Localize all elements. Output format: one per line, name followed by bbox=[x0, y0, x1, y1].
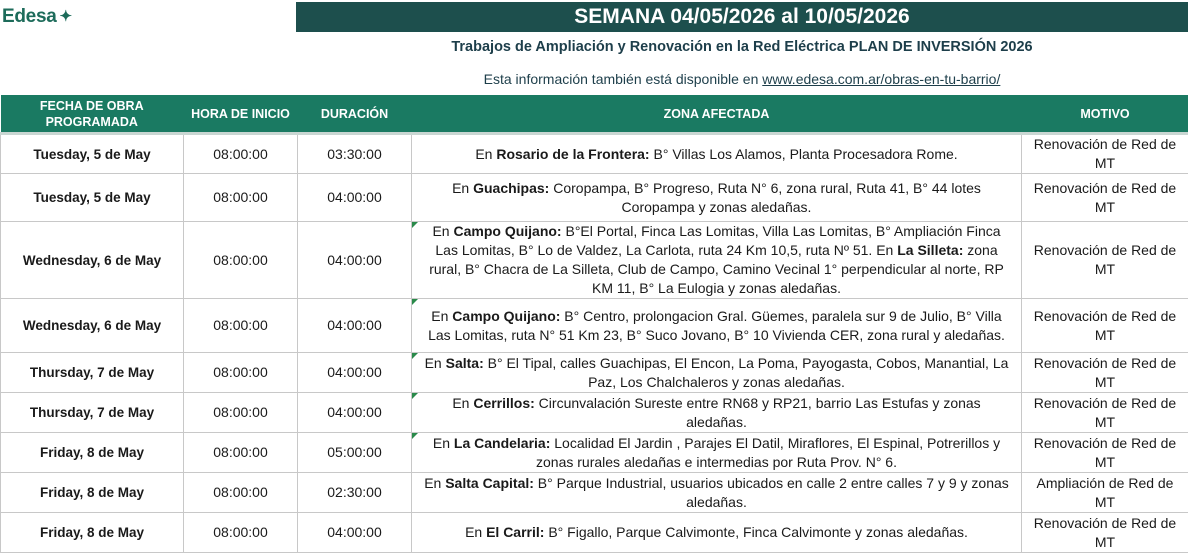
table-row bbox=[1, 299, 1188, 353]
table-row bbox=[1, 174, 1188, 222]
zona-segment: En bbox=[465, 524, 486, 540]
table-row bbox=[1, 433, 1188, 473]
cell-fecha: Wednesday, 6 de May bbox=[1, 222, 184, 299]
zona-text bbox=[422, 354, 1011, 392]
zona-place-name: Rosario de la Frontera: bbox=[496, 146, 649, 162]
cell-motivo: Renovación de Red de MT bbox=[1022, 433, 1188, 473]
cell-motivo: Renovación de Red de MT bbox=[1022, 174, 1188, 222]
cell-duracion: 03:30:00 bbox=[298, 134, 412, 174]
zona-segment: En bbox=[452, 395, 473, 411]
col-header-fecha: FECHA DE OBRA PROGRAMADA bbox=[1, 95, 184, 134]
zona-segment: B° Centro, prolongacion Gral. Güemes, paralela sur 9 de Julio, B° Villa Las Lomitas, ruta N° 51 Km 23, B° Suco Jovano, B° 10 Vivienda CER, zona rural y aledañas. bbox=[428, 308, 1005, 343]
cell-zona bbox=[412, 473, 1022, 513]
cell-fecha: Friday, 8 de May bbox=[1, 513, 184, 553]
cell-duracion: 02:30:00 bbox=[298, 473, 412, 513]
table-row bbox=[1, 473, 1188, 513]
zona-place-name: Cerrillos: bbox=[473, 395, 534, 411]
cell-duracion: 04:00:00 bbox=[298, 353, 412, 393]
cell-motivo: Renovación de Red de MT bbox=[1022, 353, 1188, 393]
cell-zona bbox=[412, 174, 1022, 222]
zona-segment: En bbox=[431, 308, 452, 324]
zona-segment: En bbox=[425, 355, 446, 371]
zona-segment: En bbox=[433, 435, 454, 451]
zona-text bbox=[422, 307, 1011, 345]
zona-segment: B° Parque Industrial, usuarios ubicados en calle 2 entre calles 7 y 9 y zonas aledañas. bbox=[534, 475, 1009, 510]
cell-hora: 08:00:00 bbox=[184, 353, 298, 393]
cell-zona bbox=[412, 353, 1022, 393]
cell-fecha: Tuesday, 5 de May bbox=[1, 174, 184, 222]
plan-subtitle: Trabajos de Ampliación y Renovación en la Red Eléctrica PLAN DE INVERSIÓN 2026 bbox=[296, 34, 1188, 60]
edesa-logo bbox=[2, 4, 294, 30]
works-table bbox=[0, 95, 1188, 553]
zona-segment: zona rural, B° Chacra de La Silleta, Club de Campo, Camino Vecinal 1° perpendicular al norte, RP KM 11, B° La Eulogia y zonas aledañas. bbox=[429, 242, 1004, 296]
cell-duracion: 04:00:00 bbox=[298, 222, 412, 299]
zona-place-name: La Silleta: bbox=[897, 242, 963, 258]
zona-place-name: Salta: bbox=[446, 355, 484, 371]
zona-text bbox=[422, 222, 1011, 298]
cell-zona bbox=[412, 222, 1022, 299]
zona-text bbox=[422, 523, 1011, 542]
zona-segment: En bbox=[452, 180, 473, 196]
cell-fecha: Wednesday, 6 de May bbox=[1, 299, 184, 353]
zona-place-name: La Candelaria: bbox=[454, 435, 550, 451]
zona-segment: B° Villas Los Alamos, Planta Procesadora Rome. bbox=[650, 146, 958, 162]
cell-hora: 08:00:00 bbox=[184, 222, 298, 299]
cell-hora: 08:00:00 bbox=[184, 433, 298, 473]
table-row bbox=[1, 353, 1188, 393]
cell-duracion: 04:00:00 bbox=[298, 299, 412, 353]
cell-fecha: Thursday, 7 de May bbox=[1, 393, 184, 433]
zona-segment: Localidad El Jardin , Parajes El Datil, Miraflores, El Espinal, Potrerillos y zonas rurales aledañas e intermedias por Ruta Prov. N° 6. bbox=[536, 435, 1000, 470]
cell-motivo: Renovación de Red de MT bbox=[1022, 513, 1188, 553]
zona-place-name: Guachipas: bbox=[473, 180, 549, 196]
cell-motivo: Renovación de Red de MT bbox=[1022, 222, 1188, 299]
table-body bbox=[1, 134, 1188, 553]
cell-duracion: 04:00:00 bbox=[298, 174, 412, 222]
table-row bbox=[1, 134, 1188, 174]
zona-segment: En bbox=[475, 146, 496, 162]
cell-zona bbox=[412, 393, 1022, 433]
cell-zona bbox=[412, 513, 1022, 553]
cell-hora: 08:00:00 bbox=[184, 473, 298, 513]
zona-segment: En bbox=[432, 223, 453, 239]
cell-fecha: Thursday, 7 de May bbox=[1, 353, 184, 393]
zona-place-name: Salta Capital: bbox=[445, 475, 534, 491]
logo-text: Edesa bbox=[2, 6, 56, 28]
cell-hora: 08:00:00 bbox=[184, 174, 298, 222]
cell-duracion: 04:00:00 bbox=[298, 393, 412, 433]
zona-place-name: Campo Quijano: bbox=[452, 308, 560, 324]
cell-hora: 08:00:00 bbox=[184, 134, 298, 174]
zona-segment: B°El Portal, Finca Las Lomitas, Villa Las Lomitas, B° Ampliación Finca Las Lomitas, B° Lo de Valdez, La Carlota, ruta 24 Km 10,5, ruta Nº 51. En bbox=[435, 223, 1000, 258]
cell-zona bbox=[412, 134, 1022, 174]
cell-zona bbox=[412, 299, 1022, 353]
cell-fecha: Friday, 8 de May bbox=[1, 473, 184, 513]
col-header-hora: HORA DE INICIO bbox=[184, 95, 298, 134]
info-line bbox=[296, 66, 1188, 92]
zona-place-name: El Carril: bbox=[486, 524, 544, 540]
table-row bbox=[1, 222, 1188, 299]
zona-segment: B° El Tipal, calles Guachipas, El Encon, La Poma, Payogasta, Cobos, Manantial, La Paz, Los Chalchaleros y zonas aledañas. bbox=[484, 355, 1009, 390]
zona-text bbox=[422, 434, 1011, 472]
zona-text bbox=[422, 145, 1011, 164]
zona-text bbox=[422, 179, 1011, 217]
zona-segment: Coropampa, B° Progreso, Ruta N° 6, zona rural, Ruta 41, B° 44 lotes Coropampa y zonas aledañas. bbox=[549, 180, 981, 215]
table-header-row bbox=[1, 95, 1188, 134]
cell-hora: 08:00:00 bbox=[184, 393, 298, 433]
cell-fecha: Friday, 8 de May bbox=[1, 433, 184, 473]
cell-motivo: Renovación de Red de MT bbox=[1022, 134, 1188, 174]
edesa-link[interactable]: www.edesa.com.ar/obras-en-tu-barrio/ bbox=[762, 71, 1000, 87]
zona-segment: B° Figallo, Parque Calvimonte, Finca Calvimonte y zonas aledañas. bbox=[544, 524, 967, 540]
table-row bbox=[1, 513, 1188, 553]
spark-icon: ✦ bbox=[59, 7, 71, 25]
col-header-duracion: DURACIÓN bbox=[298, 95, 412, 134]
zona-segment: Circunvalación Sureste entre RN68 y RP21, barrio Las Estufas y zonas aledañas. bbox=[535, 395, 981, 430]
week-title: SEMANA 04/05/2026 al 10/05/2026 bbox=[296, 2, 1188, 32]
col-header-zona: ZONA AFECTADA bbox=[412, 95, 1022, 134]
zona-text bbox=[422, 394, 1011, 432]
info-text: Esta información también está disponible en bbox=[484, 71, 763, 87]
cell-motivo: Ampliación de Red de MT bbox=[1022, 473, 1188, 513]
cell-fecha: Tuesday, 5 de May bbox=[1, 134, 184, 174]
col-header-motivo: MOTIVO bbox=[1022, 95, 1188, 134]
table-row bbox=[1, 393, 1188, 433]
cell-duracion: 04:00:00 bbox=[298, 513, 412, 553]
cell-motivo: Renovación de Red de MT bbox=[1022, 393, 1188, 433]
cell-motivo: Renovación de Red de MT bbox=[1022, 299, 1188, 353]
zona-segment: En bbox=[424, 475, 445, 491]
cell-hora: 08:00:00 bbox=[184, 299, 298, 353]
cell-hora: 08:00:00 bbox=[184, 513, 298, 553]
zona-place-name: Campo Quijano: bbox=[453, 223, 561, 239]
cell-duracion: 05:00:00 bbox=[298, 433, 412, 473]
cell-zona bbox=[412, 433, 1022, 473]
zona-text bbox=[422, 474, 1011, 512]
